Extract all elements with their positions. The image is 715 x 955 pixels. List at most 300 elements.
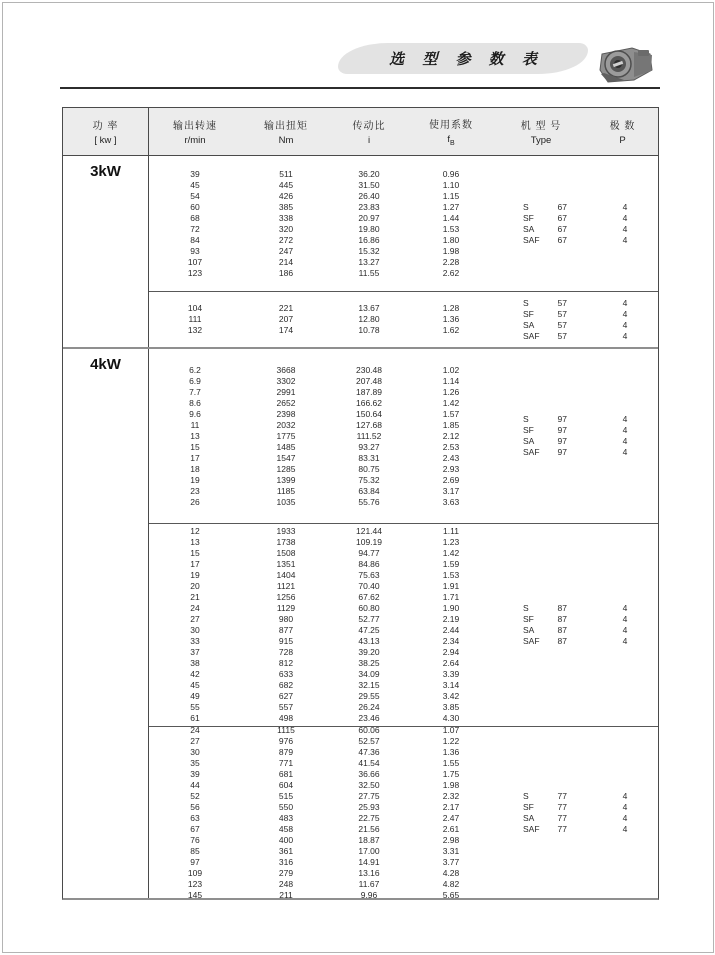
value-cell: 26.40 xyxy=(358,190,380,201)
value-cell: 1351 xyxy=(276,559,296,569)
value-cell: 2.43 xyxy=(442,452,460,463)
value-cell: 2.17 xyxy=(442,801,460,812)
model-prefix: SAF xyxy=(523,447,540,457)
value-cell: 84.86 xyxy=(358,559,380,569)
table-row xyxy=(149,537,658,548)
model-type-row xyxy=(495,425,658,436)
value-cell: 60.06 xyxy=(358,724,380,735)
value-cell: 27 xyxy=(190,614,200,624)
value-cell: 1.44 xyxy=(442,212,460,223)
value-cell: 1.98 xyxy=(442,779,460,790)
table-row xyxy=(149,890,658,901)
value-cell: 37 xyxy=(190,647,200,657)
value-cell: 976 xyxy=(278,735,294,746)
gear-size-block xyxy=(149,726,658,898)
value-cell: 16.86 xyxy=(358,234,380,245)
table-row xyxy=(149,592,658,603)
model-type-row xyxy=(495,813,658,824)
table-row xyxy=(149,713,658,724)
value-cell: 2.62 xyxy=(442,267,460,278)
value-cell: 1738 xyxy=(276,537,296,547)
model-type-label xyxy=(523,425,567,436)
value-cell: 400 xyxy=(278,834,294,845)
table-row xyxy=(149,548,658,559)
value-cell: 54 xyxy=(190,190,200,201)
model-type-label xyxy=(523,235,567,246)
value-cell: 248 xyxy=(278,878,294,889)
value-cell: 83.31 xyxy=(358,452,380,463)
model-prefix: SA xyxy=(523,436,535,446)
value-cell: 72 xyxy=(190,223,200,234)
model-size: 77 xyxy=(557,823,567,834)
value-cell: 33 xyxy=(190,636,200,646)
value-cell: 458 xyxy=(278,823,294,834)
value-cell: 15 xyxy=(190,548,200,558)
table-row xyxy=(149,680,658,691)
value-cell: 2.34 xyxy=(442,636,460,646)
value-cell: 1399 xyxy=(276,474,296,485)
value-cell: 1.28 xyxy=(442,303,460,313)
value-cell: 515 xyxy=(278,790,294,801)
value-cell: 60.80 xyxy=(358,603,380,613)
value-cell: 3.14 xyxy=(442,680,460,690)
value-cell: 93 xyxy=(190,245,200,256)
value-cell: 1.71 xyxy=(442,592,460,602)
model-prefix: S xyxy=(523,201,529,212)
value-cell: 207 xyxy=(278,314,294,324)
gear-size-block xyxy=(149,156,658,291)
value-cell: 2.28 xyxy=(442,256,460,267)
model-type-row xyxy=(495,213,658,224)
value-cell: 426 xyxy=(278,190,294,201)
model-type-label xyxy=(523,447,567,458)
value-cell: 3.39 xyxy=(442,669,460,679)
table-body xyxy=(63,156,658,898)
value-cell: 29.55 xyxy=(358,691,380,701)
value-cell: 49 xyxy=(190,691,200,701)
value-cell: 1485 xyxy=(276,441,296,452)
poles-value: 4 xyxy=(622,319,628,330)
power-rating-label: 4kW xyxy=(90,356,121,373)
value-cell: 13 xyxy=(190,537,200,547)
value-cell: 550 xyxy=(278,801,294,812)
poles-value: 4 xyxy=(622,625,628,635)
value-cell: 361 xyxy=(278,845,294,856)
value-cell: 63.84 xyxy=(358,485,380,496)
model-type-label xyxy=(523,213,567,224)
table-row xyxy=(149,758,658,769)
value-cell: 32.15 xyxy=(358,680,380,690)
value-cell: 145 xyxy=(187,889,203,900)
model-size: 57 xyxy=(557,297,567,308)
value-cell: 123 xyxy=(187,267,203,278)
value-cell: 1.98 xyxy=(442,245,460,256)
model-prefix: SA xyxy=(523,625,535,635)
value-cell: 8.6 xyxy=(189,397,201,408)
value-cell: 55 xyxy=(190,702,200,712)
value-cell: 2991 xyxy=(276,386,296,397)
model-prefix: SF xyxy=(523,425,534,435)
model-type-row xyxy=(495,614,658,625)
model-prefix: S xyxy=(523,297,529,308)
value-cell: 107 xyxy=(187,256,203,267)
value-cell: 2652 xyxy=(276,397,296,408)
value-cell: 1.11 xyxy=(443,526,459,536)
value-cell: 3668 xyxy=(276,364,296,375)
value-cell: 97 xyxy=(190,856,200,867)
value-cell: 18 xyxy=(190,463,200,474)
table-row xyxy=(149,702,658,713)
value-cell: 121.44 xyxy=(356,526,382,536)
value-cell: 511 xyxy=(279,168,293,179)
value-cell: 39 xyxy=(190,768,200,779)
value-cell: 19 xyxy=(190,570,200,580)
table-row xyxy=(149,559,658,570)
value-cell: 1.36 xyxy=(442,746,460,757)
value-cell: 1115 xyxy=(277,724,295,735)
value-cell: 127.68 xyxy=(356,419,382,430)
model-size: 97 xyxy=(557,425,567,435)
value-cell: 1.27 xyxy=(442,201,460,212)
data-blocks xyxy=(149,349,658,898)
value-cell: 42 xyxy=(190,669,200,679)
model-prefix: SAF xyxy=(523,823,540,834)
value-cell: 4.82 xyxy=(442,878,460,889)
power-rating-label: 3kW xyxy=(90,163,121,180)
model-type-label xyxy=(523,436,567,447)
value-cell: 230.48 xyxy=(356,364,382,375)
value-cell: 36.20 xyxy=(358,168,380,179)
value-cell: 23.46 xyxy=(358,713,380,723)
value-cell: 1.22 xyxy=(442,735,460,746)
value-cell: 10.78 xyxy=(358,325,380,335)
poles-value: 4 xyxy=(622,308,628,319)
column-header-output-speed: 输出转速 r/min xyxy=(173,121,217,146)
value-cell: 1.80 xyxy=(442,234,460,245)
model-type-label xyxy=(523,791,567,802)
value-cell: 980 xyxy=(278,614,294,624)
value-cell: 15.32 xyxy=(358,245,380,256)
table-row xyxy=(149,365,658,376)
model-type-row xyxy=(495,625,658,636)
value-cell: 1185 xyxy=(276,485,296,496)
model-prefix: SA xyxy=(523,223,535,234)
model-size: 87 xyxy=(557,636,567,646)
table-row xyxy=(149,268,658,279)
value-cell: 11 xyxy=(190,419,200,430)
poles-value: 4 xyxy=(622,636,628,646)
value-cell: 3.31 xyxy=(442,845,460,856)
poles-value: 4 xyxy=(622,447,628,457)
value-cell: 385 xyxy=(278,201,294,212)
value-cell: 221 xyxy=(278,303,294,313)
model-type-label xyxy=(523,298,567,309)
value-cell: 316 xyxy=(278,856,294,867)
value-cell: 2.93 xyxy=(442,463,460,474)
value-cell: 1.53 xyxy=(442,223,460,234)
value-cell: 1.90 xyxy=(442,603,460,613)
table-row xyxy=(149,780,658,791)
table-row xyxy=(149,169,658,180)
value-cell: 109 xyxy=(187,867,203,878)
value-cell: 36.66 xyxy=(358,768,380,779)
value-cell: 445 xyxy=(278,179,294,190)
value-cell: 187.89 xyxy=(356,386,382,397)
value-cell: 111 xyxy=(188,314,202,324)
value-cell: 771 xyxy=(278,757,294,768)
value-cell: 4.30 xyxy=(442,713,460,723)
value-cell: 1.07 xyxy=(442,724,460,735)
poles-value: 4 xyxy=(622,436,628,446)
value-cell: 1.75 xyxy=(442,768,460,779)
poles-value: 4 xyxy=(622,234,628,245)
model-prefix: SF xyxy=(523,801,534,812)
value-cell: 30 xyxy=(190,746,200,757)
value-cell: 14.91 xyxy=(358,856,380,867)
value-cell: 877 xyxy=(278,625,294,635)
model-type-row xyxy=(495,802,658,813)
model-prefix: SA xyxy=(523,812,535,823)
value-cell: 68 xyxy=(190,212,200,223)
model-size: 97 xyxy=(557,447,567,457)
model-size: 77 xyxy=(557,812,567,823)
data-blocks xyxy=(149,156,658,347)
value-cell: 43.13 xyxy=(358,636,380,646)
table-row xyxy=(149,257,658,268)
value-cell: 2.61 xyxy=(442,823,460,834)
power-section xyxy=(63,156,658,347)
table-row xyxy=(149,581,658,592)
value-cell: 1775 xyxy=(276,430,296,441)
model-type-label xyxy=(523,813,567,824)
model-type-label xyxy=(523,824,567,835)
column-header-model-type: 机 型 号 Type xyxy=(520,121,562,146)
table-row xyxy=(149,376,658,387)
column-header-output-torque: 输出扭矩 Nm xyxy=(264,121,308,146)
value-cell: 1508 xyxy=(276,548,296,558)
value-cell: 1.91 xyxy=(442,581,460,591)
selection-parameter-table xyxy=(62,107,659,900)
value-cell: 214 xyxy=(278,256,294,267)
value-cell: 0.96 xyxy=(442,168,460,179)
power-column xyxy=(63,349,149,898)
value-cell: 13.67 xyxy=(358,303,380,313)
model-type-label xyxy=(523,331,567,342)
model-prefix: SAF xyxy=(523,636,540,646)
model-type-row xyxy=(495,224,658,235)
model-type-label xyxy=(523,414,567,425)
table-row xyxy=(149,736,658,747)
value-cell: 1256 xyxy=(276,592,296,602)
value-cell: 1.85 xyxy=(442,419,460,430)
value-cell: 2.69 xyxy=(442,474,460,485)
value-cell: 338 xyxy=(278,212,294,223)
model-type-list xyxy=(495,791,658,835)
value-cell: 41.54 xyxy=(358,757,380,768)
value-cell: 55.76 xyxy=(358,496,380,507)
model-size: 87 xyxy=(557,614,567,624)
table-header-row xyxy=(63,108,658,156)
value-cell: 85 xyxy=(190,845,200,856)
value-cell: 1933 xyxy=(276,526,296,536)
value-cell: 31.50 xyxy=(358,179,380,190)
value-cell: 1.36 xyxy=(442,314,460,324)
model-size: 87 xyxy=(557,625,567,635)
value-cell: 150.64 xyxy=(356,408,382,419)
value-cell: 80.75 xyxy=(358,463,380,474)
value-cell: 627 xyxy=(278,691,294,701)
model-type-label xyxy=(523,202,567,213)
table-row xyxy=(149,857,658,868)
table-row xyxy=(149,180,658,191)
value-cell: 23.83 xyxy=(358,201,380,212)
gear-size-block xyxy=(149,523,658,726)
value-cell: 11.55 xyxy=(358,267,380,278)
value-cell: 19.80 xyxy=(358,223,380,234)
value-cell: 94.77 xyxy=(358,548,380,558)
model-type-row xyxy=(495,309,658,320)
poles-value: 4 xyxy=(622,812,628,823)
value-cell: 111.52 xyxy=(356,430,382,441)
value-cell: 2.12 xyxy=(442,430,460,441)
value-cell: 9.6 xyxy=(189,408,201,419)
value-cell: 9.96 xyxy=(360,889,378,900)
model-type-label xyxy=(523,625,567,636)
value-cell: 6.9 xyxy=(189,375,201,386)
poles-value: 4 xyxy=(622,297,628,308)
model-type-label xyxy=(523,603,567,614)
value-cell: 17 xyxy=(190,452,200,463)
value-cell: 39 xyxy=(190,168,200,179)
value-cell: 20 xyxy=(190,581,200,591)
value-cell: 272 xyxy=(278,234,294,245)
table-row xyxy=(149,464,658,475)
value-cell: 915 xyxy=(278,636,294,646)
value-cell: 2398 xyxy=(276,408,296,419)
model-type-row xyxy=(495,235,658,246)
model-prefix: SF xyxy=(523,614,534,624)
table-row xyxy=(149,387,658,398)
value-cell: 1.42 xyxy=(442,548,460,558)
value-cell: 26.24 xyxy=(358,702,380,712)
poles-value: 4 xyxy=(622,790,628,801)
value-cell: 22.75 xyxy=(358,812,380,823)
value-cell: 63 xyxy=(190,812,200,823)
value-cell: 1121 xyxy=(276,581,296,591)
model-type-label xyxy=(523,802,567,813)
value-cell: 1.62 xyxy=(442,325,460,335)
value-cell: 4.28 xyxy=(442,867,460,878)
model-type-row xyxy=(495,331,658,342)
value-cell: 1.23 xyxy=(442,537,460,547)
value-cell: 47.25 xyxy=(358,625,380,635)
value-cell: 67.62 xyxy=(358,592,380,602)
power-column xyxy=(63,156,149,347)
model-type-row xyxy=(495,447,658,458)
value-cell: 70.40 xyxy=(358,581,380,591)
value-cell: 557 xyxy=(278,702,294,712)
value-cell: 56 xyxy=(190,801,200,812)
model-size: 97 xyxy=(557,414,567,424)
table-row xyxy=(149,879,658,890)
model-type-row xyxy=(495,414,658,425)
value-cell: 681 xyxy=(278,768,294,779)
value-cell: 17.00 xyxy=(358,845,380,856)
table-row xyxy=(149,691,658,702)
value-cell: 21 xyxy=(190,592,200,602)
model-type-list xyxy=(495,414,658,458)
value-cell: 483 xyxy=(278,812,294,823)
value-cell: 25.93 xyxy=(358,801,380,812)
column-header-service-factor: 使用系数 $f_B$ xyxy=(429,120,473,147)
column-header-poles: 极 数 P xyxy=(609,121,636,146)
value-cell: 207.48 xyxy=(356,375,382,386)
header-rule xyxy=(60,87,660,89)
value-cell: 1.55 xyxy=(442,757,460,768)
value-cell: 2.32 xyxy=(442,790,460,801)
value-cell: 15 xyxy=(190,441,200,452)
value-cell: 93.27 xyxy=(358,441,380,452)
value-cell: 38 xyxy=(190,658,200,668)
poles-value: 4 xyxy=(622,603,628,613)
model-type-row xyxy=(495,202,658,213)
value-cell: 728 xyxy=(278,647,294,657)
value-cell: 27.75 xyxy=(358,790,380,801)
value-cell: 1.26 xyxy=(442,386,460,397)
model-prefix: S xyxy=(523,414,529,424)
value-cell: 45 xyxy=(190,179,200,190)
gear-size-block xyxy=(149,291,658,347)
value-cell: 3.77 xyxy=(442,856,460,867)
value-cell: 6.2 xyxy=(189,364,201,375)
model-size: 57 xyxy=(557,308,567,319)
model-type-label xyxy=(523,614,567,625)
value-cell: 30 xyxy=(190,625,200,635)
value-cell: 35 xyxy=(190,757,200,768)
value-cell: 1.59 xyxy=(442,559,460,569)
value-cell: 52.57 xyxy=(358,735,380,746)
value-cell: 1.42 xyxy=(442,397,460,408)
value-cell: 2.53 xyxy=(442,441,460,452)
value-cell: 3.42 xyxy=(442,691,460,701)
value-cell: 38.25 xyxy=(358,658,380,668)
value-cell: 1285 xyxy=(276,463,296,474)
model-size: 67 xyxy=(557,234,567,245)
model-prefix: SAF xyxy=(523,330,540,341)
value-cell: 1.14 xyxy=(442,375,460,386)
value-cell: 12.80 xyxy=(358,314,380,324)
table-row xyxy=(149,486,658,497)
model-type-label xyxy=(523,309,567,320)
model-type-row xyxy=(495,436,658,447)
value-cell: 682 xyxy=(278,680,294,690)
value-cell: 104 xyxy=(187,303,203,313)
model-size: 57 xyxy=(557,330,567,341)
value-cell: 279 xyxy=(278,867,294,878)
model-type-list xyxy=(495,603,658,647)
model-size: 67 xyxy=(557,223,567,234)
value-cell: 3.63 xyxy=(442,496,460,507)
table-row xyxy=(149,669,658,680)
value-cell: 1.57 xyxy=(442,408,460,419)
value-cell: 32.50 xyxy=(358,779,380,790)
value-cell: 109.19 xyxy=(356,537,382,547)
value-cell: 211 xyxy=(279,889,293,900)
value-cell: 1.15 xyxy=(442,190,460,201)
value-cell: 604 xyxy=(278,779,294,790)
value-cell: 18.87 xyxy=(358,834,380,845)
value-cell: 1.10 xyxy=(442,179,460,190)
